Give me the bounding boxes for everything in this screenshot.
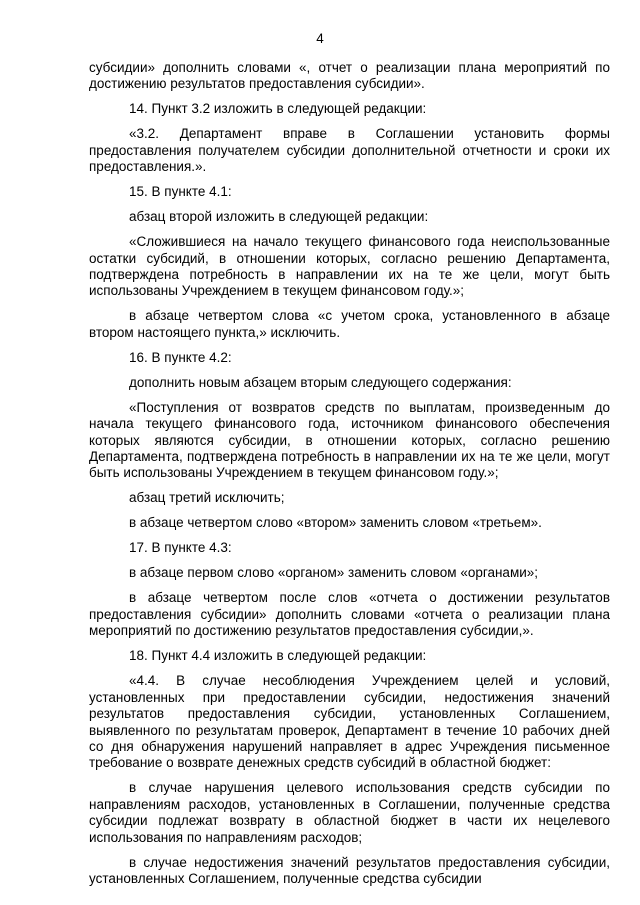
paragraph-17-subitem-2: в абзаце четвертом после слов «отчета о достижении результатов предоставления субсидии» дополнить словами «отчета о реализации плана мероприятий по достижению результатов предоставления субсидии,». [89, 590, 610, 639]
paragraph-item-15: 15. В пункте 4.1: [129, 184, 232, 200]
paragraph-continuation: субсидии» дополнить словами «, отчет о реализации плана мероприятий по достижению результатов предоставления субсидии». [89, 60, 610, 92]
page-number: 4 [316, 31, 324, 46]
paragraph-15-subitem-1: абзац второй изложить в следующей редакции: [129, 209, 429, 225]
paragraph-item-17: 17. В пункте 4.3: [129, 540, 232, 556]
paragraph-15-quote: «Сложившиеся на начало текущего финансового года неиспользованные остатки субсидий, в отношении которых, согласно решению Департамента, подтверждена потребность в направлении их на те же цели, могут быть использованы Учреждением в текущем финансовом году.»; [89, 234, 610, 299]
paragraph-item-18: 18. Пункт 4.4 изложить в следующей редакции: [129, 648, 427, 664]
paragraph-16-subitem-3: в абзаце четвертом слово «втором» заменить словом «третьем». [129, 515, 542, 531]
paragraph-4-4-case-1: в случае нарушения целевого использования средств субсидии по направлениям расходов, установленных в Соглашении, полученные средства субсидии подлежат возврату в областной бюджет в части их нецелевого использования по направлениям расходов; [89, 780, 610, 845]
paragraph-15-subitem-2: в абзаце четвертом слова «с учетом срока, установленного в абзаце втором настоящего пункта,» исключить. [89, 308, 610, 340]
document-body [89, 60, 610, 896]
paragraph-16-subitem-2: абзац третий исключить; [129, 490, 285, 506]
paragraph-16-subitem-1: дополнить новым абзацем вторым следующего содержания: [129, 374, 512, 390]
paragraph-17-subitem-1: в абзаце первом слово «органом» заменить словом «органами»; [129, 565, 539, 581]
paragraph-4-4-case-2: в случае недостижения значений результатов предоставления субсидии, установленных Соглашением, полученные средства субсидии [89, 854, 610, 886]
paragraph-quote-4-4: «4.4. В случае несоблюдения Учреждением целей и условий, установленных при предоставлении субсидии, недостижения значений результатов предоставления субсидии, установленных Соглашением, выявленного по результатам проверок, Департамент в течение 10 рабочих дней со дня обнаружения нарушений направляет в адрес Учреждения письменное требование о возврате денежных средств субсидий в областной бюджет: [89, 673, 610, 771]
paragraph-quote-3-2: «3.2. Департамент вправе в Соглашении установить формы предоставления получателем субсидии дополнительной отчетности и сроки их предоставления.». [89, 126, 610, 175]
paragraph-item-14: 14. Пункт 3.2 изложить в следующей редакции: [129, 101, 427, 117]
paragraph-16-quote: «Поступления от возвратов средств по выплатам, произведенным до начала текущего финансового года, источником финансового обеспечения которых являются субсидии, в отношении которых, согласно решению Департамента, подтверждена потребность в направлении их на те же цели, могут быть использованы Учреждением в текущем финансовом году.»; [89, 399, 610, 481]
paragraph-item-16: 16. В пункте 4.2: [129, 349, 232, 365]
